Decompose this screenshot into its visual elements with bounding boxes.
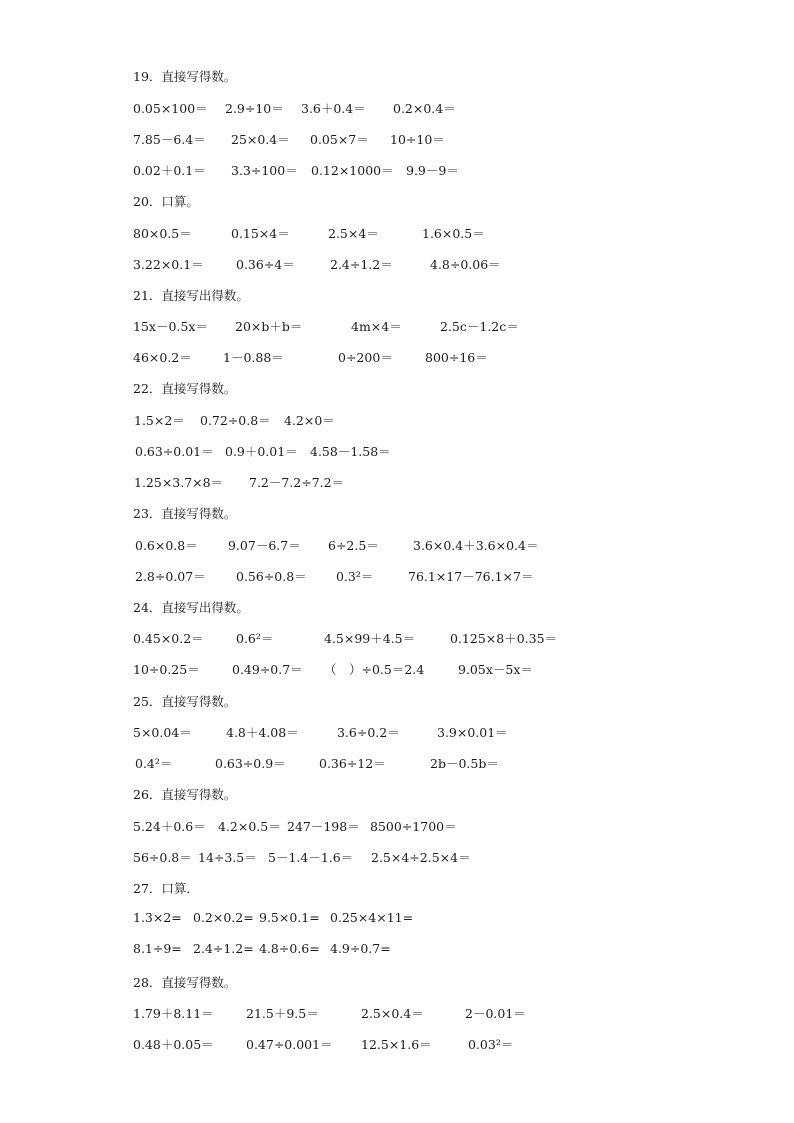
expression: 800÷16＝ — [425, 350, 488, 365]
expression: 0.12×1000＝ — [311, 163, 394, 178]
expression: 0.6×0.8＝ — [135, 538, 198, 553]
question-title: 28．直接写得数。 — [133, 975, 237, 990]
expression: 4.2×0＝ — [284, 413, 335, 428]
expression: 56÷0.8＝ — [133, 850, 192, 865]
expression: 1.3×2= — [133, 910, 182, 925]
expression: 2.8÷0.07＝ — [135, 569, 206, 584]
expression: 21.5＋9.5＝ — [246, 1006, 319, 1021]
expression: 0.6²＝ — [236, 631, 274, 646]
expression: 0.3²＝ — [336, 569, 374, 584]
expression: 0.125×8＋0.35＝ — [450, 631, 558, 646]
expression: 7.85－6.4＝ — [133, 132, 206, 147]
expression: 9.5×0.1= — [259, 910, 320, 925]
expression: 8500÷1700＝ — [370, 819, 457, 834]
expression: 0.36÷12＝ — [319, 756, 386, 771]
expression: 4.2×0.5＝ — [218, 819, 281, 834]
question-title: 20．口算。 — [133, 194, 199, 209]
expression: 9.07－6.7＝ — [228, 538, 301, 553]
expression: 0.15×4＝ — [231, 226, 290, 241]
question-title: 21．直接写出得数。 — [133, 288, 249, 303]
expression: 4m×4＝ — [351, 319, 402, 334]
expression: 1.5×2＝ — [134, 413, 185, 428]
question-title: 24．直接写出得数。 — [133, 600, 249, 615]
question-title: 23．直接写得数。 — [133, 506, 237, 521]
expression: 10÷10＝ — [390, 132, 445, 147]
expression: 0.63÷0.9＝ — [215, 756, 286, 771]
expression: 4.5×99＋4.5＝ — [324, 631, 416, 646]
expression: 0.05×7＝ — [310, 132, 369, 147]
expression: 0.45×0.2＝ — [133, 631, 204, 646]
expression: 80×0.5＝ — [133, 226, 192, 241]
expression: 0.63÷0.01＝ — [135, 444, 214, 459]
expression: 2.4÷1.2＝ — [330, 257, 393, 272]
expression: 2.4÷1.2= — [193, 941, 254, 956]
expression: 3.22×0.1＝ — [133, 257, 204, 272]
expression: 0.48＋0.05＝ — [133, 1037, 214, 1052]
expression: 8.1÷9= — [133, 941, 182, 956]
expression: 1.6×0.5＝ — [422, 226, 485, 241]
question-title: 22．直接写得数。 — [133, 381, 237, 396]
expression: 4.8÷0.06＝ — [430, 257, 501, 272]
expression: 2－0.01＝ — [465, 1006, 526, 1021]
expression: 3.6÷0.2＝ — [337, 725, 400, 740]
expression: 15x－0.5x＝ — [133, 319, 208, 334]
expression: 46×0.2＝ — [133, 350, 192, 365]
question-title: 26．直接写得数。 — [133, 787, 237, 802]
expression: 0.02＋0.1＝ — [133, 163, 206, 178]
expression: 0÷200＝ — [338, 350, 393, 365]
expression: 4.8÷0.6= — [259, 941, 320, 956]
expression: 4.58－1.58＝ — [310, 444, 391, 459]
expression: 1.79＋8.11＝ — [133, 1006, 214, 1021]
expression: 9.05x－5x＝ — [458, 662, 533, 677]
expression: 1－0.88＝ — [223, 350, 284, 365]
expression: 0.56÷0.8＝ — [236, 569, 307, 584]
expression: 3.6×0.4＋3.6×0.4＝ — [413, 538, 539, 553]
expression: 0.25×4×11= — [330, 910, 414, 925]
expression: 0.2×0.4＝ — [393, 101, 456, 116]
expression: 4.8＋4.08＝ — [226, 725, 299, 740]
expression: 5－1.4－1.6＝ — [268, 850, 354, 865]
expression: 2.5×0.4＝ — [361, 1006, 424, 1021]
expression: 0.4²＝ — [135, 756, 173, 771]
expression: 3.3÷100＝ — [231, 163, 298, 178]
question-title: 27．口算． — [133, 881, 199, 896]
expression: 2.5×4÷2.5×4＝ — [371, 850, 471, 865]
expression: 2.5c－1.2c＝ — [440, 319, 519, 334]
expression: 0.03²＝ — [468, 1037, 514, 1052]
expression: 3.9×0.01＝ — [437, 725, 508, 740]
expression: （ ）÷0.5＝2.4 — [324, 662, 425, 677]
expression: 2b－0.5b＝ — [430, 756, 499, 771]
expression: 0.36÷4＝ — [236, 257, 295, 272]
expression: 5.24＋0.6＝ — [133, 819, 206, 834]
expression: 5×0.04＝ — [133, 725, 192, 740]
expression: 10÷0.25＝ — [133, 662, 200, 677]
expression: 247－198＝ — [287, 819, 360, 834]
expression: 6÷2.5＝ — [328, 538, 379, 553]
expression: 9.9－9＝ — [406, 163, 459, 178]
expression: 0.72÷0.8＝ — [200, 413, 271, 428]
expression: 12.5×1.6＝ — [361, 1037, 432, 1052]
expression: 7.2－7.2÷7.2＝ — [249, 475, 345, 490]
expression: 4.9÷0.7= — [330, 941, 391, 956]
question-title: 25．直接写得数。 — [133, 694, 237, 709]
question-title: 19．直接写得数。 — [133, 69, 237, 84]
expression: 14÷3.5＝ — [198, 850, 257, 865]
expression: 2.9÷10＝ — [225, 101, 284, 116]
expression: 76.1×17－76.1×7＝ — [408, 569, 534, 584]
expression: 0.2×0.2= — [193, 910, 254, 925]
expression: 0.49÷0.7＝ — [232, 662, 303, 677]
expression: 0.9＋0.01＝ — [225, 444, 298, 459]
expression: 3.6＋0.4＝ — [301, 101, 366, 116]
expression: 2.5×4＝ — [328, 226, 379, 241]
expression: 0.05×100＝ — [133, 101, 208, 116]
expression: 1.25×3.7×8＝ — [134, 475, 224, 490]
expression: 20×b＋b＝ — [235, 319, 303, 334]
expression: 0.47÷0.001＝ — [246, 1037, 333, 1052]
expression: 25×0.4＝ — [231, 132, 290, 147]
